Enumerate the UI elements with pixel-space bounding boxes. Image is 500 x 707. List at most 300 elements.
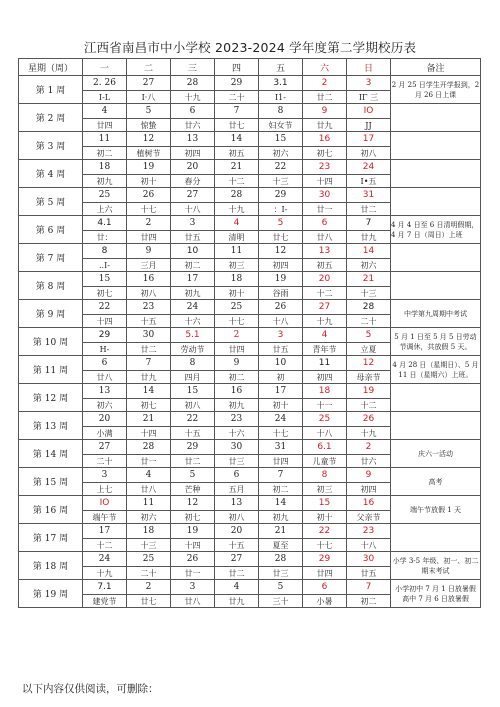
day-date: 14 — [347, 244, 391, 259]
week-row — [19, 216, 481, 231]
day-date: 20 — [171, 160, 215, 175]
week-row — [19, 244, 481, 259]
day-date: 9 — [127, 244, 171, 259]
day-date: 13 — [83, 384, 127, 399]
day-lunar: 廿五 — [259, 343, 303, 356]
day-lunar: 初七 — [127, 399, 171, 412]
day-lunar: 初三 — [215, 259, 259, 272]
day-lunar: 初二 — [83, 147, 127, 160]
day-date: 18 — [127, 524, 171, 539]
day-lunar: 十七 — [215, 315, 259, 328]
day-lunar: 廿一 — [303, 203, 347, 216]
day-date: 15 — [171, 384, 215, 399]
day-lunar: 初九 — [215, 399, 259, 412]
day-date: 27 — [127, 76, 171, 91]
week-label: 第 16 周 — [19, 496, 83, 524]
day-date: 16 — [347, 496, 391, 511]
day-date: 2 — [215, 328, 259, 343]
week-row — [19, 384, 481, 399]
day-lunar: 廿七 — [127, 595, 171, 608]
day-lunar: 十三 — [347, 287, 391, 300]
day-lunar: 十二 — [215, 175, 259, 188]
week-note — [391, 524, 481, 552]
day-lunar: 廿六 — [347, 455, 391, 468]
day-lunar: 廿二 — [303, 91, 347, 104]
day-lunar: 三月 — [127, 259, 171, 272]
week-row — [19, 160, 481, 175]
day-date: 11 — [303, 356, 347, 371]
day-lunar: I•五 — [347, 175, 391, 188]
day-lunar: 四月 — [171, 371, 215, 384]
day-date: 5 — [127, 104, 171, 119]
day-date: 21 — [127, 412, 171, 427]
week-note: 2 月 25 日学生开学报到，2 月 26 日上课 — [391, 76, 481, 104]
week-label: 第 11 周 — [19, 356, 83, 384]
day-date: 19 — [347, 384, 391, 399]
header-tue: 二 — [127, 59, 171, 76]
day-date: 14 — [215, 132, 259, 147]
week-label: 第 4 周 — [19, 160, 83, 188]
day-lunar: 十九 — [171, 91, 215, 104]
day-date: 3 — [347, 76, 391, 91]
day-date: 7.1 — [83, 580, 127, 595]
day-date: 21 — [347, 272, 391, 287]
day-lunar: 十五 — [171, 427, 215, 440]
header-sun: 日 — [347, 59, 391, 76]
day-date: 15 — [83, 272, 127, 287]
day-lunar: 廿一 — [127, 455, 171, 468]
week-note — [391, 132, 481, 160]
day-date: 24 — [83, 552, 127, 567]
day-lunar: 十二 — [83, 539, 127, 552]
day-date: 12 — [127, 132, 171, 147]
day-lunar: H- — [83, 343, 127, 356]
day-date: 24 — [347, 160, 391, 175]
day-date: 6 — [83, 356, 127, 371]
day-date: 13 — [215, 496, 259, 511]
day-date: 28 — [171, 76, 215, 91]
week-note — [391, 244, 481, 272]
day-date: 20 — [303, 272, 347, 287]
day-lunar: 十七 — [127, 203, 171, 216]
day-lunar: 廿九 — [303, 119, 347, 132]
day-lunar: 初二 — [347, 595, 391, 608]
day-lunar: 廿七 — [259, 231, 303, 244]
day-date: 29 — [171, 440, 215, 455]
week-row — [19, 524, 481, 539]
week-row — [19, 300, 481, 315]
day-date: 12 — [259, 244, 303, 259]
day-date: 7 — [347, 216, 391, 231]
day-lunar: 初八 — [347, 147, 391, 160]
day-date: 26 — [127, 188, 171, 203]
day-date: 21 — [259, 524, 303, 539]
day-date: 16 — [303, 132, 347, 147]
day-date: 25 — [303, 412, 347, 427]
day-lunar: 廿七 — [215, 119, 259, 132]
day-date: 7 — [259, 468, 303, 483]
day-lunar: 芒种 — [171, 483, 215, 496]
day-lunar: 十八 — [171, 203, 215, 216]
day-date: 19 — [171, 524, 215, 539]
day-lunar: 初七 — [83, 287, 127, 300]
day-date: 29 — [215, 76, 259, 91]
week-note: 庆六一活动 — [391, 440, 481, 468]
day-lunar: 初四 — [171, 147, 215, 160]
week-row — [19, 76, 481, 91]
day-date: 5 — [171, 468, 215, 483]
day-lunar: 十九 — [303, 315, 347, 328]
day-date: 11 — [215, 244, 259, 259]
day-lunar: 小满 — [83, 427, 127, 440]
day-lunar: 十九 — [215, 203, 259, 216]
week-note: 5 月 1 日至 5 月 5 日劳动节调休，共放假 5 天。 — [391, 328, 481, 356]
day-date: 28 — [127, 440, 171, 455]
day-date: 22 — [303, 524, 347, 539]
day-date: 11 — [83, 132, 127, 147]
day-lunar: 十八 — [347, 539, 391, 552]
day-date: 22 — [259, 160, 303, 175]
day-lunar: 十三 — [127, 539, 171, 552]
day-lunar: 十六 — [171, 315, 215, 328]
day-lunar: 十二 — [347, 399, 391, 412]
day-date: 7 — [127, 356, 171, 371]
day-date: 26 — [259, 300, 303, 315]
day-date: 27 — [215, 552, 259, 567]
day-lunar: 十六 — [215, 427, 259, 440]
week-label: 第 2 周 — [19, 104, 83, 132]
day-lunar: 儿童节 — [303, 455, 347, 468]
day-date: 4 — [303, 328, 347, 343]
week-label: 第 3 周 — [19, 132, 83, 160]
day-date: 16 — [127, 272, 171, 287]
day-lunar: 初八 — [171, 399, 215, 412]
day-lunar: ..I- — [83, 259, 127, 272]
day-date: 2 — [127, 216, 171, 231]
week-note: 端午节放假 1 天 — [391, 496, 481, 524]
day-date: 4 — [215, 216, 259, 231]
day-lunar: 廿二 — [171, 455, 215, 468]
day-date: 3 — [171, 580, 215, 595]
day-date: 13 — [171, 132, 215, 147]
day-date: 23 — [347, 524, 391, 539]
day-date: 29 — [259, 188, 303, 203]
day-lunar: 初十 — [215, 287, 259, 300]
week-note — [391, 188, 481, 216]
day-lunar: 立夏 — [347, 343, 391, 356]
day-lunar: 廿九 — [127, 371, 171, 384]
day-date: 5 — [259, 580, 303, 595]
week-label: 第 13 周 — [19, 412, 83, 440]
day-lunar: 初七 — [303, 147, 347, 160]
day-date: 25 — [215, 300, 259, 315]
day-lunar: 上六 — [83, 203, 127, 216]
week-label: 第 6 周 — [19, 216, 83, 244]
header-thu: 四 — [215, 59, 259, 76]
day-date: 5 — [259, 216, 303, 231]
week-row — [19, 440, 481, 455]
week-label: 第 1 周 — [19, 76, 83, 104]
day-date: 3 — [171, 216, 215, 231]
day-lunar: 廿五 — [171, 231, 215, 244]
day-date: 6 — [303, 580, 347, 595]
day-lunar: 二十 — [215, 91, 259, 104]
day-lunar: 十五 — [127, 315, 171, 328]
day-date: 8 — [259, 104, 303, 119]
day-date: 21 — [215, 160, 259, 175]
day-lunar: I·八 — [127, 91, 171, 104]
day-lunar: 夏至 — [259, 539, 303, 552]
day-lunar: 廿九 — [215, 595, 259, 608]
day-lunar: 初十 — [259, 399, 303, 412]
week-label: 第 7 周 — [19, 244, 83, 272]
day-lunar: 十七 — [303, 539, 347, 552]
week-label: 第 8 周 — [19, 272, 83, 300]
day-date: 27 — [83, 440, 127, 455]
day-lunar: 初三 — [303, 483, 347, 496]
day-lunar: 廿二 — [215, 567, 259, 580]
week-row — [19, 412, 481, 427]
day-lunar: 妇女节 — [259, 119, 303, 132]
day-lunar: 十七 — [259, 427, 303, 440]
week-row — [19, 496, 481, 511]
footer-note: 以下内容仅供阅读，可删除： — [22, 683, 159, 695]
day-lunar: 小暑 — [303, 595, 347, 608]
day-lunar: 十二 — [303, 287, 347, 300]
day-lunar: 初十 — [127, 175, 171, 188]
day-lunar: 廿八 — [171, 595, 215, 608]
day-lunar: 清明 — [215, 231, 259, 244]
day-lunar: 廿四 — [83, 119, 127, 132]
day-date: IO — [347, 104, 391, 119]
day-lunar: 二十 — [347, 315, 391, 328]
week-row — [19, 468, 481, 483]
day-lunar: 初 — [259, 371, 303, 384]
day-lunar: 十四 — [171, 539, 215, 552]
day-lunar: JJ — [347, 119, 391, 132]
day-date: 30 — [303, 188, 347, 203]
day-date: 28 — [347, 300, 391, 315]
day-date: 20 — [83, 412, 127, 427]
day-date: 4 — [215, 580, 259, 595]
day-date: 17 — [259, 384, 303, 399]
day-date: 19 — [127, 160, 171, 175]
day-date: 8 — [171, 356, 215, 371]
day-lunar: 十一 — [303, 399, 347, 412]
day-lunar: 廿： — [83, 231, 127, 244]
day-lunar: I1- — [259, 91, 303, 104]
week-row — [19, 272, 481, 287]
day-lunar: 初六 — [83, 399, 127, 412]
week-label: 第 12 周 — [19, 384, 83, 412]
day-lunar: 上七 — [83, 483, 127, 496]
header-fri: 五 — [259, 59, 303, 76]
day-lunar: 十八 — [259, 315, 303, 328]
day-date: IO — [83, 496, 127, 511]
day-lunar: 十四 — [127, 427, 171, 440]
day-date: 4 — [83, 104, 127, 119]
week-note — [391, 272, 481, 300]
week-label: 第 15 周 — [19, 468, 83, 496]
day-lunar: IΓ 三 — [347, 91, 391, 104]
day-date: 13 — [303, 244, 347, 259]
day-date: 27 — [171, 188, 215, 203]
week-row — [19, 356, 481, 371]
day-lunar: 初四 — [303, 371, 347, 384]
day-lunar: 廿一 — [171, 567, 215, 580]
day-date: 2 — [127, 580, 171, 595]
day-lunar: 劳动节 — [171, 343, 215, 356]
day-date: 7 — [215, 104, 259, 119]
week-row — [19, 580, 481, 595]
day-date: 18 — [215, 272, 259, 287]
day-date: 23 — [215, 412, 259, 427]
week-note: 小学 3-5 年级、初一、初二期末考试 — [391, 552, 481, 580]
day-lunar: 初五 — [303, 259, 347, 272]
school-calendar-table — [18, 58, 481, 608]
day-date: 28 — [215, 188, 259, 203]
day-date: 14 — [127, 384, 171, 399]
week-label: 第 10 周 — [19, 328, 83, 356]
day-date: 5 — [347, 328, 391, 343]
day-lunar: 廿二 — [347, 203, 391, 216]
week-label: 第 5 周 — [19, 188, 83, 216]
day-lunar: 十四 — [83, 315, 127, 328]
day-lunar: 建党节 — [83, 595, 127, 608]
day-lunar: 廿八 — [83, 371, 127, 384]
day-lunar: I-L — [83, 91, 127, 104]
day-lunar: 十三 — [259, 175, 303, 188]
day-lunar: 春分 — [171, 175, 215, 188]
week-note — [391, 104, 481, 132]
week-note — [391, 412, 481, 440]
week-row — [19, 552, 481, 567]
day-date: 31 — [347, 188, 391, 203]
day-date: 12 — [171, 496, 215, 511]
day-date: 4 — [127, 468, 171, 483]
day-lunar: 廿八 — [127, 483, 171, 496]
day-lunar: 初七 — [171, 511, 215, 524]
day-lunar: 初九 — [259, 511, 303, 524]
day-date: 25 — [83, 188, 127, 203]
day-date: 4.1 — [83, 216, 127, 231]
day-date: 19 — [259, 272, 303, 287]
day-date: 17 — [171, 272, 215, 287]
day-date: 3 — [259, 328, 303, 343]
week-row — [19, 132, 481, 147]
day-date: 27 — [303, 300, 347, 315]
week-label: 第 19 周 — [19, 580, 83, 608]
day-lunar: 二十 — [127, 567, 171, 580]
day-date: 30 — [127, 328, 171, 343]
week-note — [391, 160, 481, 188]
day-date: 2 — [347, 440, 391, 455]
day-date: 20 — [215, 524, 259, 539]
day-lunar: 十九 — [347, 427, 391, 440]
header-sat: 六 — [303, 59, 347, 76]
day-lunar: 廿四 — [259, 455, 303, 468]
day-date: 8 — [83, 244, 127, 259]
day-lunar: 初十 — [303, 511, 347, 524]
day-lunar: 廿九 — [347, 231, 391, 244]
day-date: 6.1 — [303, 440, 347, 455]
day-date: 6 — [215, 468, 259, 483]
day-date: 23 — [127, 300, 171, 315]
day-date: 31 — [259, 440, 303, 455]
day-date: 15 — [259, 132, 303, 147]
day-date: 18 — [83, 160, 127, 175]
header-notes: 备注 — [391, 59, 481, 76]
day-date: 9 — [303, 104, 347, 119]
day-lunar: 二十 — [83, 455, 127, 468]
day-date: 7 — [347, 580, 391, 595]
day-lunar: 初二 — [215, 371, 259, 384]
day-date: 30 — [347, 552, 391, 567]
header-wed: 三 — [171, 59, 215, 76]
header-row — [19, 59, 481, 76]
day-lunar: 谷雨 — [259, 287, 303, 300]
day-lunar: 廿二 — [127, 343, 171, 356]
day-lunar: 父亲节 — [347, 511, 391, 524]
day-lunar: 十九 — [83, 567, 127, 580]
week-note: 中学第九周期中考试 — [391, 300, 481, 328]
day-date: 15 — [303, 496, 347, 511]
day-lunar: 廿四 — [303, 567, 347, 580]
day-lunar: 端午节 — [83, 511, 127, 524]
day-date: 22 — [83, 300, 127, 315]
day-lunar: 廿三 — [259, 567, 303, 580]
day-date: 18 — [303, 384, 347, 399]
day-date: 17 — [347, 132, 391, 147]
day-lunar: 初六 — [259, 147, 303, 160]
day-date: 6 — [171, 104, 215, 119]
day-date: 26 — [347, 412, 391, 427]
day-lunar: 初二 — [259, 483, 303, 496]
day-lunar: 植树节 — [127, 147, 171, 160]
day-lunar: 十四 — [303, 175, 347, 188]
day-date: 25 — [127, 552, 171, 567]
day-date: 29 — [303, 552, 347, 567]
day-date: 24 — [171, 300, 215, 315]
day-date: 2 — [303, 76, 347, 91]
week-label: 第 17 周 — [19, 524, 83, 552]
day-date: 6 — [303, 216, 347, 231]
day-date: 26 — [171, 552, 215, 567]
day-date: 3.1 — [259, 76, 303, 91]
day-lunar: 三十 — [259, 595, 303, 608]
day-date: 8 — [303, 468, 347, 483]
day-lunar: 初五 — [215, 147, 259, 160]
day-lunar: 初八 — [127, 287, 171, 300]
day-date: 10 — [259, 356, 303, 371]
day-date: 14 — [259, 496, 303, 511]
day-lunar: 廿四 — [215, 343, 259, 356]
week-note: 高考 — [391, 468, 481, 496]
day-date: 11 — [127, 496, 171, 511]
day-date: 5.1 — [171, 328, 215, 343]
week-label: 第 18 周 — [19, 552, 83, 580]
day-lunar: 青年节 — [303, 343, 347, 356]
day-date: 30 — [215, 440, 259, 455]
day-lunar: 初四 — [259, 259, 303, 272]
week-label: 第 14 周 — [19, 440, 83, 468]
day-lunar: 十五 — [215, 539, 259, 552]
week-row — [19, 188, 481, 203]
day-lunar: 初九 — [171, 287, 215, 300]
day-lunar: 初六 — [127, 511, 171, 524]
day-lunar: 十八 — [303, 427, 347, 440]
calendar-title: 江西省南昌市中小学校 2023-2024 学年度第二学期校历表 — [83, 40, 417, 55]
